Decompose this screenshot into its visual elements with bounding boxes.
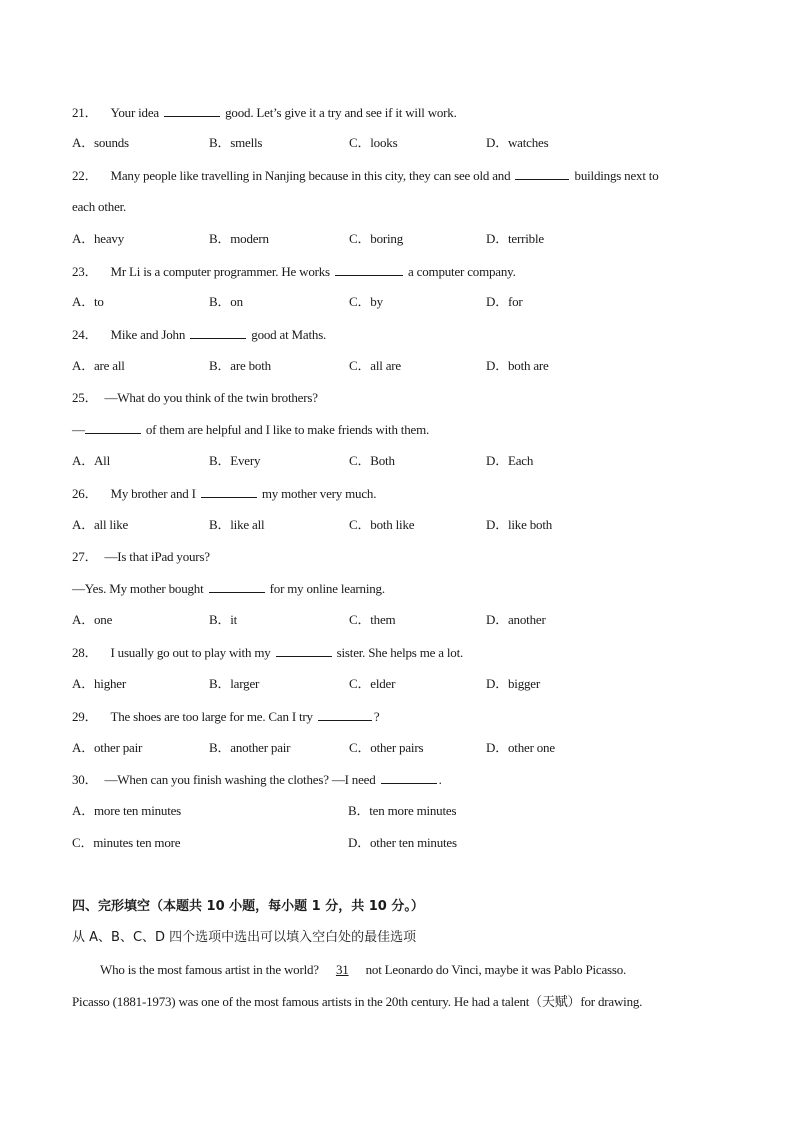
option-a[interactable]: A．are all xyxy=(72,358,125,373)
section-instruction: 从 A、B、C、D 四个选项中选出可以填入空白处的最佳选项 xyxy=(72,930,417,945)
option-c[interactable]: C．looks xyxy=(349,135,398,150)
question-stem: Mr Li is a computer programmer. He works xyxy=(110,264,330,279)
question-29 xyxy=(72,708,380,725)
answer-blank[interactable] xyxy=(209,580,265,593)
question-stem-end: sister. She helps me a lot. xyxy=(336,645,464,660)
option-d[interactable]: D．both are xyxy=(486,358,549,373)
question-number: 24． xyxy=(72,327,98,342)
answer-blank[interactable] xyxy=(85,421,141,434)
option-c[interactable]: C．Both xyxy=(349,453,395,468)
passage-line-2: Picasso (1881-1973) was one of the most famous artists in the 20th century. He had a talent（天赋）for drawing. xyxy=(72,994,643,1009)
question-stem: The shoes are too large for me. Can I try xyxy=(110,709,313,724)
option-d[interactable]: D．watches xyxy=(486,135,549,150)
option-d[interactable]: D．for xyxy=(486,294,523,309)
question-number: 21． xyxy=(72,105,98,120)
question-stem-end: a computer company. xyxy=(408,264,516,279)
question-26 xyxy=(72,485,376,502)
option-d[interactable]: D．Each xyxy=(486,453,534,468)
option-b[interactable]: B．on xyxy=(209,294,243,309)
question-stem: My brother and I xyxy=(110,486,196,501)
question-23 xyxy=(72,263,516,280)
question-27 xyxy=(72,549,210,565)
option-a[interactable]: A．All xyxy=(72,453,111,468)
question-number: 23． xyxy=(72,264,98,279)
answer-blank[interactable] xyxy=(335,263,403,276)
question-24 xyxy=(72,326,326,343)
option-c[interactable]: C．elder xyxy=(349,676,396,691)
question-30 xyxy=(72,771,442,788)
option-b[interactable]: B．Every xyxy=(209,453,261,468)
reply-text: —Yes. My mother bought xyxy=(72,581,204,596)
option-c[interactable]: C．them xyxy=(349,612,396,627)
answer-blank[interactable] xyxy=(381,771,437,784)
section-heading: 四、完形填空（本题共 10 小题，每小题 1 分，共 10 分。） xyxy=(72,899,424,914)
question-stem-end: buildings next to xyxy=(574,168,659,183)
question-number: 29． xyxy=(72,709,98,724)
option-a[interactable]: A．more ten minutes xyxy=(72,803,182,818)
question-stem: I usually go out to play with my xyxy=(110,645,271,660)
option-b[interactable]: B．it xyxy=(209,612,238,627)
option-d[interactable]: D．other one xyxy=(486,740,555,755)
question-stem-end: my mother very much. xyxy=(261,486,377,501)
option-a[interactable]: A．one xyxy=(72,612,113,627)
question-21 xyxy=(72,104,457,121)
question-number: 30． xyxy=(72,772,98,787)
option-d[interactable]: D．like both xyxy=(486,517,553,532)
answer-blank[interactable] xyxy=(276,644,332,657)
question-number: 26． xyxy=(72,486,98,501)
option-b[interactable]: B．modern xyxy=(209,231,269,246)
option-b[interactable]: B．like all xyxy=(209,517,265,532)
reply-text-end: for my online learning. xyxy=(269,581,385,596)
option-b[interactable]: B．ten more minutes xyxy=(348,803,457,818)
option-c[interactable]: C．minutes ten more xyxy=(72,835,181,850)
question-28 xyxy=(72,644,463,661)
passage-text-end: not Leonardo do Vinci, maybe it was Pablo Picasso. xyxy=(365,962,627,977)
question-stem-end: . xyxy=(438,772,442,787)
option-b[interactable]: B．smells xyxy=(209,135,263,150)
passage-line-1 xyxy=(100,962,626,978)
option-a[interactable]: A．heavy xyxy=(72,231,125,246)
option-a[interactable]: A．sounds xyxy=(72,135,129,150)
answer-blank[interactable] xyxy=(515,167,569,180)
option-c[interactable]: C．by xyxy=(349,294,383,309)
question-stem-end: ? xyxy=(373,709,380,724)
question-stem: Mike and John xyxy=(110,327,186,342)
option-c[interactable]: C．all are xyxy=(349,358,401,373)
question-stem: —Is that iPad yours? xyxy=(104,549,210,564)
question-number: 22． xyxy=(72,168,98,183)
cloze-blank-31[interactable]: 31 xyxy=(335,962,349,977)
question-stem-end: good at Maths. xyxy=(251,327,327,342)
question-stem: —When can you finish washing the clothes? —I need xyxy=(104,772,376,787)
option-b[interactable]: B．larger xyxy=(209,676,260,691)
option-c[interactable]: C．boring xyxy=(349,231,404,246)
option-d[interactable]: D．another xyxy=(486,612,546,627)
option-d[interactable]: D．terrible xyxy=(486,231,544,246)
option-b[interactable]: B．are both xyxy=(209,358,271,373)
question-stem: Many people like travelling in Nanjing because in this city, they can see old and xyxy=(110,168,511,183)
answer-blank[interactable] xyxy=(190,326,246,339)
option-a[interactable]: A．all like xyxy=(72,517,129,532)
option-a[interactable]: A．to xyxy=(72,294,104,309)
option-a[interactable]: A．other pair xyxy=(72,740,143,755)
question-25-reply xyxy=(72,421,429,438)
question-stem: Your idea xyxy=(110,105,159,120)
passage-text: Who is the most famous artist in the world? xyxy=(100,962,319,977)
question-22-continued: each other. xyxy=(72,199,127,214)
question-stem-end: good. Let’s give it a try and see if it will work. xyxy=(225,105,457,120)
question-27-reply xyxy=(72,580,385,597)
question-stem: —What do you think of the twin brothers? xyxy=(104,390,318,405)
option-c[interactable]: C．both like xyxy=(349,517,415,532)
answer-blank[interactable] xyxy=(318,708,372,721)
question-number: 27． xyxy=(72,549,98,564)
option-d[interactable]: D．other ten minutes xyxy=(348,835,457,850)
reply-dash: — xyxy=(72,422,85,437)
question-25 xyxy=(72,390,318,406)
question-number: 28． xyxy=(72,645,98,660)
question-22 xyxy=(72,167,659,184)
question-number: 25． xyxy=(72,390,98,405)
answer-blank[interactable] xyxy=(201,485,257,498)
option-a[interactable]: A．higher xyxy=(72,676,126,691)
answer-blank[interactable] xyxy=(164,104,220,117)
option-d[interactable]: D．bigger xyxy=(486,676,540,691)
reply-text: of them are helpful and I like to make friends with them. xyxy=(145,422,430,437)
option-b[interactable]: B．another pair xyxy=(209,740,291,755)
option-c[interactable]: C．other pairs xyxy=(349,740,424,755)
